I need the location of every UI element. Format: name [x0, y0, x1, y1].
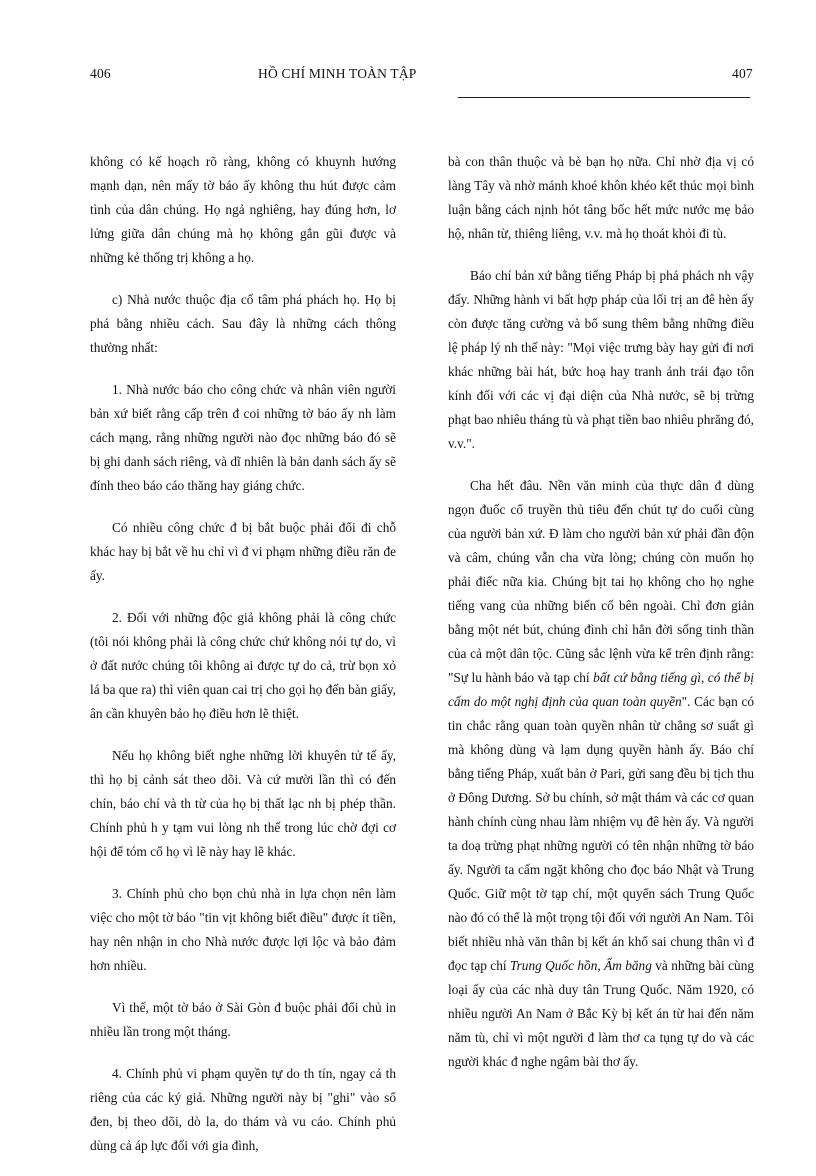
paragraph: không có kế hoạch rõ ràng, không có khuynh hướng mạnh dạn, nên mấy tờ báo ấy không thu hút được cảm tình của dân chúng. Họ ngả nghiêng, hay đúng hơn, lơ lửng giữa dân chúng mà họ không gắn gũi được và những kẻ thống trị không a họ.	[90, 154, 396, 265]
page-number-right: 407	[732, 66, 753, 81]
italic-text: bất cứ bằng tiếng gì, có thể bị cấm do một nghị định của quan toàn quyền	[448, 670, 755, 709]
paragraph: c) Nhà nước thuộc địa cố tâm phá phách họ. Họ bị phá bằng nhiều cách. Sau đây là những cách thông thường nhất:	[90, 292, 396, 355]
left-column	[90, 150, 396, 1176]
header-rule	[458, 97, 750, 98]
text-run: và những bài cùng loại ấy của các nhà duy tân Trung Quốc. Năm 1920, có nhiều người An Nam ở Bắc Kỳ bị kết án từ hai đến năm năm tù, chỉ vì một người đ làm thơ ca tụng tự do và các người khác đ nghe ngâm bài thơ ấy.	[448, 958, 754, 1069]
text-run: ". Các bạn có tin chắc rằng quan toàn quyền nhân từ chẳng sơ suất gì mà không dùng và lạm dụng quyền hành ấy. Báo chí bằng tiếng Pháp, xuất bản ở Pari, gửi sang đều bị tịch thu ở Đông Dương. Sở bu chính, sở mật thám và các cơ quan hành chính cùng nhau làm nhiệm vụ đê hèn ấy. Và người ta doạ trừng phạt những người có tên nhận những tờ báo ấy. Người ta cấm ngặt không cho đọc báo Nhật và Trung Quốc. Giữ một tờ tạp chí, một quyển sách Trung Quốc nào đó có thể là một trọng tội đối với người An Nam. Tôi biết nhiều nhà văn thân bị kết án khổ sai chung thân vì đ đọc tạp chí	[448, 694, 754, 973]
paragraph: 3. Chính phủ cho bọn chủ nhà in lựa chọn nên làm việc cho một tờ báo "tin vịt không biết điều" được ít tiền, hay nên nhận in cho Nhà nước được lợi lộc và bảo đảm hơn nhiều.	[90, 886, 396, 973]
text-run: Cha hết đâu. Nền văn minh của thực dân đ dùng ngọn đuốc cổ truyền thủ tiêu đến chút tự do cuối cùng của người bản xứ. Đ làm cho người bản xứ phải đần độn và câm, chúng vẫn cha vừa lòng; chúng còn muốn họ phải điếc nữa kia. Chúng bịt tai họ không cho họ nghe tiếng vang của những biến cố bên ngoài. Chỉ đơn giản bằng một nét bút, chúng đình chỉ hẳn đời sống tinh thần của cả một dân tộc. Cũng sắc lệnh vừa kể trên định rằng: "Sự lu hành báo và tạp chí	[448, 478, 754, 685]
paragraph: Báo chí bản xứ bằng tiếng Pháp bị phá phách nh vậy đấy. Những hành vi bất hợp pháp của lối trị an đê hèn ấy còn được tăng cường và bổ sung thêm bằng những điều lệ pháp lý nh thế này: "Mọi việc trưng bày hay gửi đi nơi khác những bài hát, bức hoạ hay tranh ảnh trái đạo tôn kính đối với các vị đại diện của Nhà nước, sẽ bị trừng phạt bao nhiêu tháng tù và phạt tiền bao nhiêu phrăng đó, v.v.".	[448, 268, 754, 451]
italic-text: Trung Quốc hồn, Ẩm băng	[509, 958, 652, 973]
right-column	[448, 150, 754, 1092]
paragraph: 4. Chính phủ vi phạm quyền tự do th tín, ngay cả th riêng của các ký giả. Những người này bị "ghi" vào sổ đen, bị theo dõi, dò la, do thám và vu cáo. Chính phủ dùng cả áp lực đối với gia đình,	[90, 1066, 396, 1153]
paragraph: 1. Nhà nước báo cho công chức và nhân viên người bản xứ biết rằng cấp trên đ coi những tờ báo ấy nh làm cách mạng, rằng những người nào đọc những báo đó sẽ bị ghi danh sách riêng, và dĩ nhiên là bản danh sách ấy sẽ đính theo báo cáo thăng hay giáng chức.	[90, 382, 396, 493]
paragraph: Nếu họ không biết nghe những lời khuyên tử tế ấy, thì họ bị cảnh sát theo dõi. Và cứ mười lần thì có đến chín, báo chí và th từ của họ bị thất lạc nh bị phép thần. Chính phủ h y tạm vui lòng nh thế trong lúc chờ đợi cơ hội để tóm cổ họ vì lẽ này hay lẽ khác.	[90, 748, 396, 859]
paragraph: 2. Đối với những độc giả không phải là công chức (tôi nói không phải là công chức chứ không nói tự do, vì ở đất nước chúng tôi không ai được tự do cả, trừ bọn xỏ lá ba que ra) thì viên quan cai trị cho gọi họ đến bàn giấy, ân cần khuyên bảo họ điều hơn lẽ thiệt.	[90, 610, 396, 721]
page-number-left: 406	[90, 66, 111, 81]
paragraph: Vì thế, một tờ báo ở Sài Gòn đ buộc phải đổi chủ in nhiều lần trong một tháng.	[90, 1000, 396, 1039]
paragraph: bà con thân thuộc và bè bạn họ nữa. Chỉ nhờ địa vị có làng Tây và nhờ mánh khoé khôn khéo kết thúc mọi bình luận bằng cách nịnh hót tâng bốc hết mức nước mẹ bảo hộ, nhân từ, thiêng liêng, v.v. mà họ thoát khỏi đi tù.	[448, 154, 754, 241]
paragraph	[448, 474, 754, 1074]
paragraph: Có nhiều công chức đ bị bắt buộc phải đổi đi chỗ khác hay bị bắt về hu chỉ vì đ vi phạm những điều răn đe ấy.	[90, 520, 396, 583]
running-title: HỒ CHÍ MINH TOÀN TẬP	[258, 66, 417, 81]
